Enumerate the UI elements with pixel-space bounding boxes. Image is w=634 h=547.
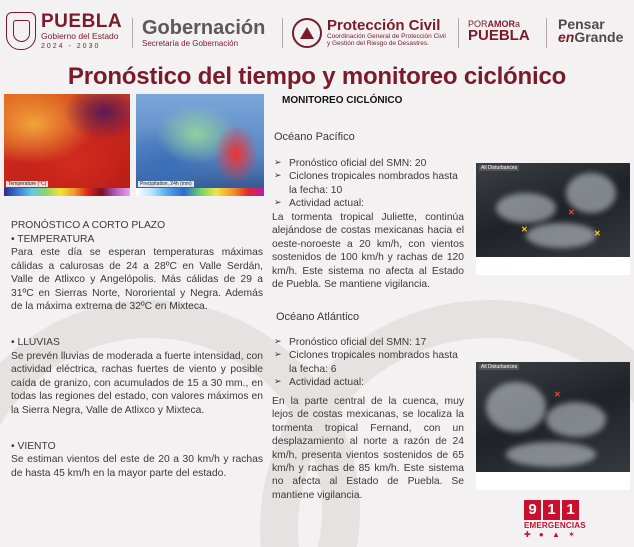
emergency-digit: 1 — [562, 500, 579, 520]
pacific-list — [274, 157, 464, 211]
header-divider — [282, 18, 283, 48]
precipitation-map — [136, 94, 264, 196]
gobernacion-subtitle: Secretaría de Gobernación — [142, 39, 239, 48]
pc-subtitle-2: y Gestión del Riesgo de Desastres. — [327, 39, 429, 47]
por-amor-main: PUEBLA — [468, 26, 530, 44]
pensar-grande: Grande — [574, 29, 624, 46]
atlantic-list — [274, 336, 464, 390]
emergency-digit: 9 — [524, 500, 541, 520]
por-amor-logo — [468, 20, 530, 43]
header-divider — [546, 18, 547, 48]
list-item: ➢ Ciclones tropicales nombrados hasta la fecha: 10 — [274, 170, 464, 197]
atlantic-heading: Océano Atlántico — [276, 311, 360, 323]
list-item: ➢ Ciclones tropicales nombrados hasta la fecha: 6 — [274, 349, 464, 376]
temperature-text: Para este día se esperan temperaturas máximas cálidas a calurosas de 24 a 28ºC en Valle Serdán, Valle de Atlixco y Angelópolis. Más cálidas de 29 a 31ºC en Sierras Norte, Nororiental y Negra. Además de la máxima extrema de 32ºC en Mixteca. — [11, 247, 263, 313]
satellite-label: All Disturbances — [481, 165, 518, 171]
atlantic-activity-text: En la parte central de la cuenca, muy lejos de costas mexicanas, se localiza la tormenta tropical Fernand, con un desplazamiento al norte a razón de 24 km/h, presenta vientos sostenidos de 65 km/h y rachas de 85 km/h. Este sistema no afecta al Estado de Puebla. Se mantiene vigilancia. — [272, 396, 464, 501]
temperature-scale — [4, 188, 130, 196]
gobernacion-logo — [142, 18, 265, 48]
por-amor-suffix: a — [515, 19, 521, 29]
wind-text: Se estiman vientos del este de 20 a 30 km/h y rachas de hasta 45 km/h en la mayor parte del estado. — [11, 454, 263, 479]
storm-marker-icon: ✕ — [594, 229, 601, 238]
satellite-caption — [476, 257, 630, 275]
pacific-satellite-image — [476, 163, 630, 275]
pc-title: Protección Civil — [327, 17, 441, 35]
emergency-label: EMERGENCIAS — [524, 521, 586, 530]
temperature-heading: • TEMPERATURA — [11, 233, 95, 245]
storm-marker-icon: ✕ — [521, 225, 528, 234]
por-amor-word: AMOR — [487, 19, 516, 29]
pensar-logo — [558, 18, 623, 45]
header-divider — [132, 18, 133, 48]
puebla-years: 2024 - 2030 — [41, 42, 101, 50]
satellite-label: All Disturbances — [481, 364, 518, 370]
short-term-forecast — [11, 219, 263, 480]
emergency-services-icons: ✚ ● ▲ ✶ — [524, 530, 578, 539]
short-term-heading: PRONÓSTICO A CORTO PLAZO — [11, 220, 166, 231]
emergency-digit: 1 — [543, 500, 560, 520]
puebla-subtitle: Gobierno del Estado — [41, 31, 119, 42]
precipitation-map-label: Precipitation, 24h (mm) — [140, 181, 192, 187]
pacific-heading: Océano Pacífico — [274, 131, 355, 143]
storm-marker-icon: ✕ — [568, 208, 575, 217]
monitoring-heading: MONITOREO CICLÓNICO — [282, 95, 403, 106]
puebla-logo — [6, 12, 122, 50]
storm-marker-icon: ✕ — [554, 390, 561, 399]
page-title: Pronóstico del tiempo y monitoreo ciclónico — [67, 63, 567, 90]
pensar-en: en — [558, 29, 575, 46]
gobernacion-title: Gobernación — [142, 17, 266, 39]
precipitation-scale — [136, 188, 264, 196]
pensar-word: Pensar — [558, 16, 605, 32]
pacific-activity-text: La tormenta tropical Juliette, continúa alejándose de costas mexicanas hacia el oeste-noroeste a 20 km/h, con vientos sostenidos de 100 km/h y rachas de 120 km/h. Este sistema no afecta al Estado de Puebla. Se mantiene vigilancia. — [272, 212, 464, 290]
satellite-caption — [476, 472, 630, 490]
proteccion-civil-logo — [292, 18, 446, 48]
atlantic-satellite-image — [476, 362, 630, 490]
list-item: ➢ Pronóstico oficial del SMN: 20 — [274, 157, 464, 170]
list-item: ➢ Actividad actual: — [274, 197, 464, 210]
rain-heading: • LLUVIAS — [11, 337, 60, 349]
temperature-map-label: Temperature (°C) — [8, 181, 47, 187]
wind-heading: • VIENTO — [11, 440, 56, 452]
crest-icon — [6, 12, 36, 50]
puebla-name: PUEBLA — [41, 11, 123, 33]
list-item: ➢ Pronóstico oficial del SMN: 17 — [274, 336, 464, 349]
pc-subtitle-1: Coordinación General de Protección Civil — [327, 33, 446, 41]
civil-protection-icon — [292, 18, 322, 48]
por-amor-prefix: POR — [468, 19, 488, 29]
temperature-map — [4, 94, 130, 196]
emergency-911-logo — [524, 500, 584, 544]
rain-text: Se prevén lluvias de moderada a fuerte intensidad, con actividad eléctrica, rachas fuertes de viento y posible caída de granizo, con acumulados de 15 a 30 mm., en todas las regiones del estado, con valores máximos en la Sierra Negra, Valle de Atlixco y Mixteca. — [11, 350, 263, 416]
list-item: ➢ Actividad actual: — [274, 376, 464, 389]
header-bar — [0, 0, 634, 62]
header-divider — [458, 18, 459, 48]
